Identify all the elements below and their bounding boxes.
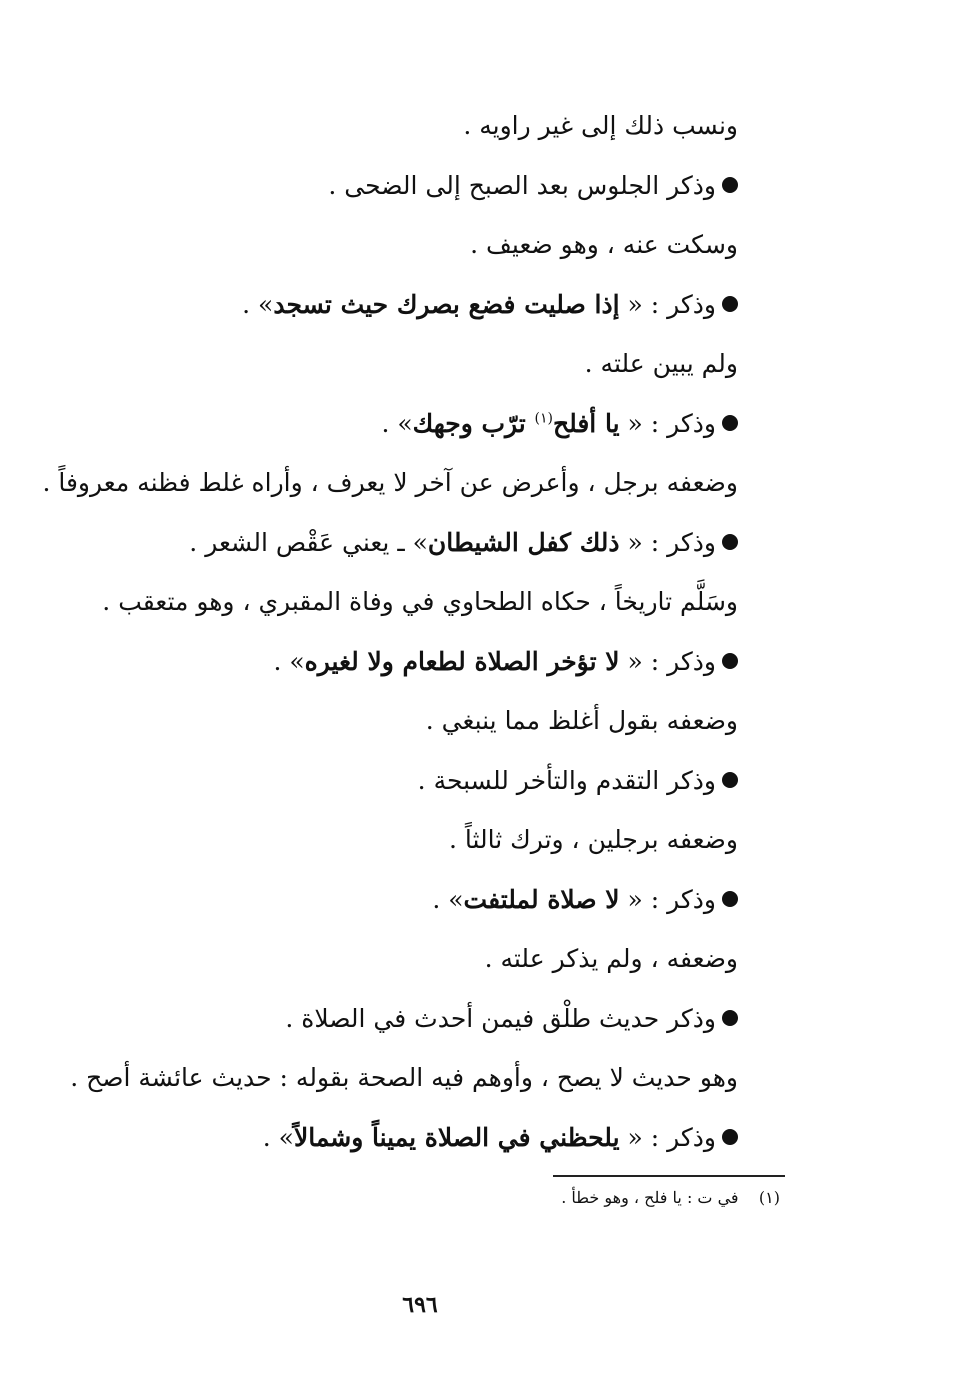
line-text: وضعفه برجلين ، وترك ثالثاً . [448,825,738,854]
text-line [98,281,738,341]
page-number: ٦٩٦ [402,1292,438,1318]
line-text: وذكر : « [619,408,716,438]
line-text: وذكر الجلوس بعد الصبح إلى الضحى . [328,170,716,200]
text-line [98,221,738,281]
hadith-quote: لا صلاة لملتفت [463,884,620,914]
bullet-icon [722,1129,738,1145]
text-line [98,757,738,817]
text-line [42,459,738,519]
line-text: وذكر : « [619,884,716,914]
bullet-icon [722,177,738,193]
text-line [98,102,738,162]
line-text: وضعفه ، ولم يذكر علته . [484,944,738,973]
text-line [98,816,738,876]
text-line [98,519,738,579]
line-text: وذكر التقدم والتأخر للسبحة . [417,765,716,795]
line-text: ولم يبين علته . [584,349,738,378]
text-line [98,638,738,698]
hadith-quote: إذا صليت فضع بصرك حيث تسجد [273,289,620,319]
hadith-quote: يا أفلح [552,408,620,438]
line-text: وذكر : « [619,527,716,557]
text-line [98,340,738,400]
text-line [70,1054,738,1114]
line-text: وضعفه بقول أغلظ مما ينبغي . [425,706,738,735]
bullet-icon [722,653,738,669]
main-text [42,102,738,1173]
bullet-icon [722,415,738,431]
footnote [561,1186,780,1210]
text-line [98,1114,738,1174]
hadith-quote: يلحظني في الصلاة يميناً وشمالاً [293,1122,620,1152]
text-line [98,935,738,995]
bullet-icon [722,534,738,550]
line-text-tail: » ـ يعني عَقْص الشعر . [189,527,428,557]
line-text: وذكر : « [619,289,716,319]
bullet-icon [722,1010,738,1026]
line-text: وسكت عنه ، وهو ضعيف . [470,230,738,259]
line-text: وذكر حديث طلْق فيمن أحدث في الصلاة . [285,1003,716,1033]
footnote-marker: (١) [758,1188,780,1207]
line-text-tail: » . [432,884,464,914]
line-text: وسَلَّم تاريخاً ، حكاه الطحاوي في وفاة المقبري ، وهو متعقب . [102,587,738,616]
text-line [98,162,738,222]
bullet-icon [722,772,738,788]
line-text-tail: » . [381,408,413,438]
line-text: وهو حديث لا يصح ، وأوهم فيه الصحة بقوله : حديث عائشة أصح . [70,1063,738,1092]
line-text-tail: » . [262,1122,294,1152]
text-line [98,876,738,936]
text-line [98,995,738,1055]
text-line [98,400,738,460]
line-text: ونسب ذلك إلى غير راويه . [463,111,738,140]
footnote-separator [553,1175,785,1177]
bullet-icon [722,891,738,907]
line-text-tail: » . [242,289,274,319]
line-text: وذكر : « [619,646,716,676]
hadith-quote-continued: ترّب وجهك [412,408,535,438]
line-text: وضعفه برجل ، وأعرض عن آخر لا يعرف ، وأراه غلط فظنه معروفاً . [42,468,738,497]
text-line [98,697,738,757]
line-text: وذكر : « [619,1122,716,1152]
hadith-quote: لا تؤخر الصلاة لطعام ولا لغيره [304,646,620,676]
footnote-ref: (١) [534,410,553,427]
line-text-tail: » . [273,646,305,676]
text-line [98,578,738,638]
bullet-icon [722,296,738,312]
hadith-quote: ذلك كفل الشيطان [427,527,620,557]
footnote-text: في ت : يا فلح ، وهو خطأ . [561,1188,739,1207]
